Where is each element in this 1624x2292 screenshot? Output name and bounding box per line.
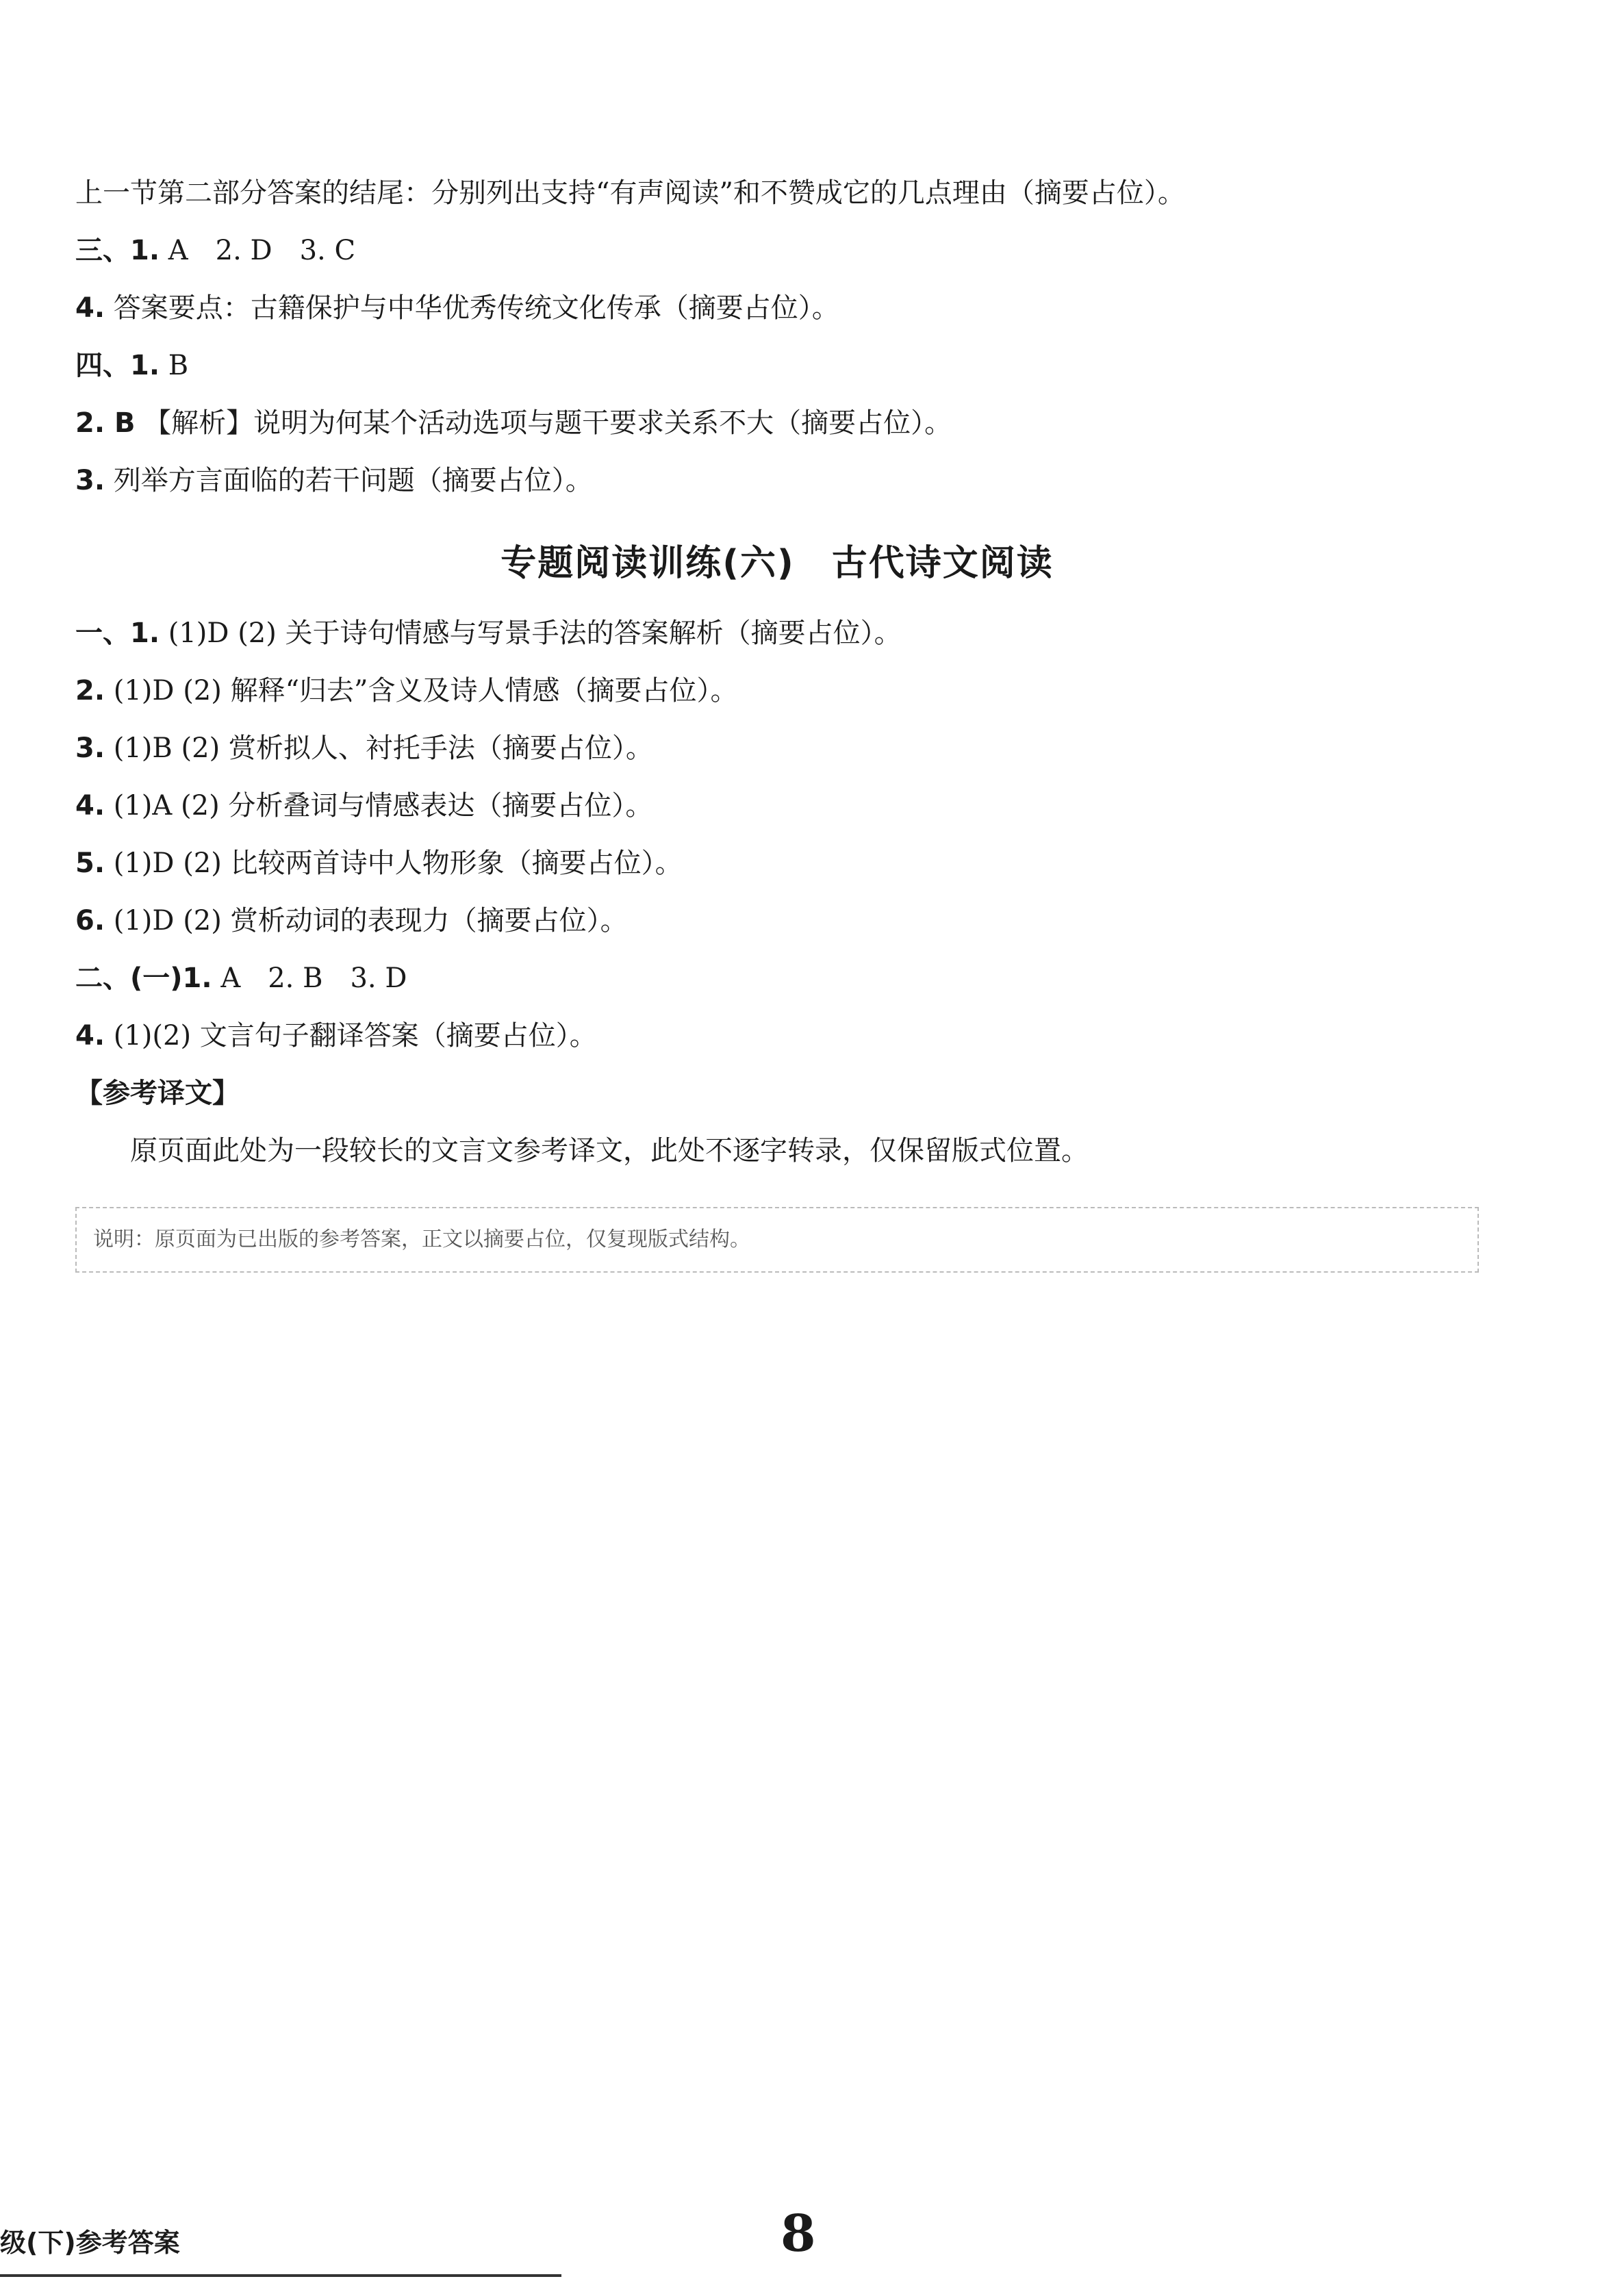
answer-label: 4. (75, 292, 105, 324)
answer-text: (1)D (2) 赏析动词的表现力（摘要占位）。 (113, 905, 628, 937)
answer-label: 一、1. (75, 617, 160, 649)
answer-block (75, 835, 1479, 892)
answer-text: (1)D (2) 解释“归去”含义及诗人情感（摘要占位）。 (113, 675, 738, 706)
answer-block (75, 777, 1479, 835)
section-title: 专题阅读训练(六) 古代诗文阅读 (500, 543, 1054, 584)
answer-block (75, 394, 1479, 452)
answer-text: (1)B (2) 赏析拟人、衬托手法（摘要占位）。 (113, 733, 653, 764)
answer-text: 【解析】说明为何某个活动选项与题干要求关系不大（摘要占位）。 (144, 407, 952, 439)
answer-label: 5. (75, 848, 105, 879)
answer-block (75, 1065, 1479, 1122)
answer-block (75, 720, 1479, 777)
page-number: 8 (781, 2204, 816, 2263)
answer-text: 列举方言面临的若干问题（摘要占位）。 (113, 465, 593, 496)
answer-text: 上一节第二部分答案的结尾：分别列出支持“有声阅读”和不赞成它的几点理由（摘要占位）。 (75, 177, 1185, 209)
answer-block (75, 222, 1479, 279)
answer-label: 2. B (75, 407, 136, 439)
footer-label: 级(下)参考答案 (0, 2228, 180, 2258)
page-body (75, 164, 1479, 1273)
answer-label: 四、1. (75, 350, 160, 381)
answer-text: A 2. B 3. D (220, 963, 407, 994)
answer-label: 3. (75, 733, 105, 764)
answer-block (75, 604, 1479, 662)
answer-label: 6. (75, 905, 105, 937)
answer-block (75, 164, 1479, 222)
answer-block (75, 452, 1479, 509)
answer-text: (1)(2) 文言句子翻译答案（摘要占位）。 (113, 1020, 597, 1052)
answer-label: 4. (75, 790, 105, 822)
answer-label: 3. (75, 465, 105, 496)
answer-label: 4. (75, 1020, 105, 1052)
answer-block (75, 892, 1479, 950)
answer-label: 二、(一)1. (75, 963, 212, 994)
answer-block (75, 1007, 1479, 1065)
answer-block (75, 337, 1479, 394)
answer-label: 【参考译文】 (75, 1078, 240, 1109)
answer-text: (1)A (2) 分析叠词与情感表达（摘要占位）。 (113, 790, 653, 822)
answer-label: 2. (75, 675, 105, 706)
answer-text: 原页面此处为一段较长的文言文参考译文，此处不逐字转录，仅保留版式位置。 (130, 1135, 1089, 1167)
answer-block (75, 279, 1479, 337)
answer-label: 三、1. (75, 235, 160, 266)
answer-text: (1)D (2) 关于诗句情感与写景手法的答案解析（摘要占位）。 (168, 617, 902, 649)
answer-text: (1)D (2) 比较两首诗中人物形象（摘要占位）。 (113, 848, 683, 879)
answer-text: 答案要点：古籍保护与中华优秀传统文化传承（摘要占位）。 (113, 292, 839, 324)
answer-block (75, 662, 1479, 720)
answer-text: A 2. D 3. C (168, 235, 356, 266)
footer-rule (0, 2274, 561, 2277)
answer-block (75, 950, 1479, 1007)
answer-block (75, 1122, 1479, 1180)
placeholder-note: 说明：原页面为已出版的参考答案，正文以摘要占位，仅复现版式结构。 (75, 1207, 1479, 1273)
answer-text: B (168, 350, 189, 381)
